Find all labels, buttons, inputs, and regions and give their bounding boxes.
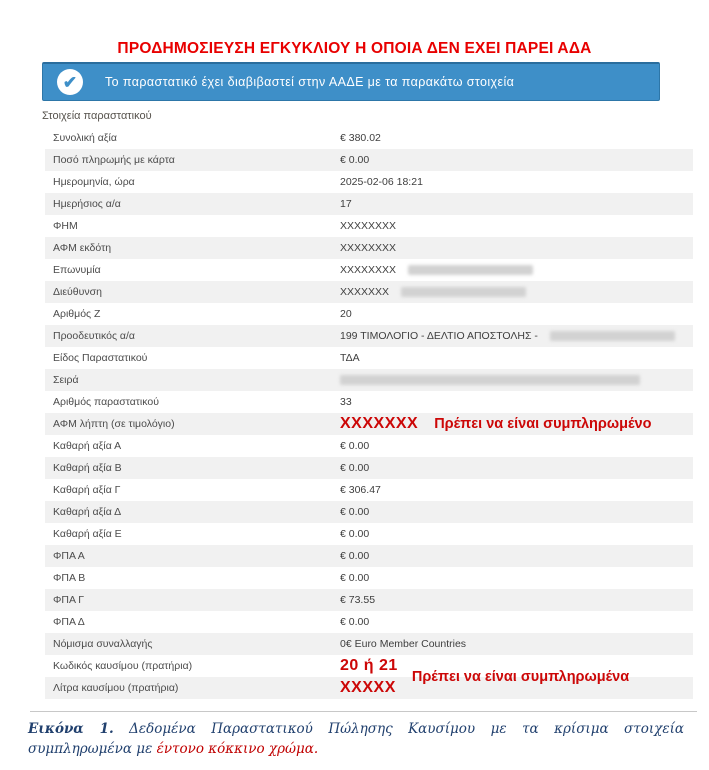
table-row [45,611,693,633]
field-value: € 0.00 [340,154,370,166]
field-label: ΑΦΜ εκδότη [53,242,112,254]
field-value: € 0.00 [340,462,370,474]
redacted-text [401,287,526,297]
redacted-text [340,375,640,385]
table-row [45,149,693,171]
field-value: € 0.00 [340,528,370,540]
table-row [45,171,693,193]
table-row [45,589,693,611]
field-value-cell [340,669,693,697]
field-value-cell [340,352,693,364]
field-value-cell [340,176,693,188]
field-value: € 73.55 [340,594,376,606]
page-title: ΠΡΟΔΗΜΟΣΙΕΥΣΗ ΕΓΚΥΚΛΙΟΥ Η ΟΠΟΙΑ ΔΕΝ ΕΧΕΙ ΠΑΡΕΙ ΑΔΑ [117,40,592,57]
figure-caption [28,719,684,760]
table-row [45,259,693,281]
field-label: Καθαρή αξία Γ [53,484,121,496]
table-row [45,501,693,523]
field-value-cell [340,462,693,474]
table-row [45,633,693,655]
field-label: Διεύθυνση [53,286,102,298]
table-row [45,545,693,567]
field-label: ΑΦΜ λήπτη (σε τιμολόγιο) [53,418,175,430]
field-label: ΦΠΑ Α [53,550,85,562]
table-row [45,567,693,589]
table-row [45,237,693,259]
table-row [45,215,693,237]
table-row [45,369,693,391]
field-label: Κωδικός καυσίμου (πρατήρια) [53,660,193,672]
field-value: € 0.00 [340,506,370,518]
field-label: Λίτρα καυσίμου (πρατήρια) [53,682,179,694]
field-value-cell [340,242,693,254]
table-row [45,127,693,149]
field-label: Νόμισμα συναλλαγής [53,638,153,650]
field-label: Συνολική αξία [53,132,117,144]
field-value: XXXXXXX [340,415,419,432]
field-label: Σειρά [53,374,79,386]
check-circle-icon [57,69,83,95]
field-value: € 0.00 [340,440,370,452]
field-value: XXXXXXXX [340,220,397,232]
field-value: XXXXX [340,679,396,696]
field-label: ΦΗΜ [53,220,78,232]
table-row [45,413,693,435]
field-value-cell [340,286,693,298]
field-label: Ποσό πληρωμής με κάρτα [53,154,175,166]
field-value: € 0.00 [340,572,370,584]
field-value-cell [340,308,693,320]
table-row [45,669,693,699]
table-row [45,391,693,413]
field-annotation: Πρέπει να είναι συμπληρωμένα [411,669,630,685]
field-value: 20 [340,308,352,320]
field-value-cell [340,528,693,540]
field-value-cell [340,616,693,628]
figure-caption-text: Δεδομένα Παραστατικού Πώλησης Καυσίμου με τα κρίσιμα στοιχεία συμπληρωμένα με [28,721,684,758]
field-value: 2025-02-06 18:21 [340,176,423,188]
redacted-text [408,265,533,275]
field-value-cell [340,572,693,584]
check-glyph: ✔ [62,72,78,92]
invoice-details-table [45,127,693,699]
field-value: 17 [340,198,352,210]
field-value: XXXXXXXX [340,242,397,254]
field-label: Είδος Παραστατικού [53,352,148,364]
field-value-cell [340,132,693,144]
banner-message: Το παραστατικό έχει διαβιβαστεί στην ΑΑΔΕ με τα παρακάτω στοιχεία [105,75,515,89]
field-value: ΤΔΑ [340,352,360,364]
field-value-cell [340,375,693,385]
field-label: ΦΠΑ Δ [53,616,85,628]
field-label: Ημερήσιος α/α [53,198,121,210]
success-banner [42,62,660,101]
field-value-cell [340,154,693,166]
field-value-cell [340,330,693,342]
field-value-cell [340,506,693,518]
field-value: XXXXXXX [340,286,390,298]
table-row [45,281,693,303]
field-value: 33 [340,396,352,408]
field-value-cell [340,396,693,408]
table-row [45,303,693,325]
field-value-cell [340,220,693,232]
field-value-cell [340,594,693,606]
table-row [45,325,693,347]
field-label: Αριθμός Ζ [53,308,101,320]
field-value: 0€ Euro Member Countries [340,638,467,650]
field-annotation: Πρέπει να είναι συμπληρωμένο [434,416,652,432]
field-label: ΦΠΑ Β [53,572,86,584]
field-value-cell [340,264,693,276]
table-row [45,479,693,501]
field-value-cell [340,198,693,210]
field-label: Επωνυμία [53,264,101,276]
field-value: XXXXXXXX [340,264,397,276]
field-value-cell [340,440,693,452]
table-row [45,435,693,457]
field-value: € 0.00 [340,616,370,628]
table-row [45,523,693,545]
field-label: Καθαρή αξία Β [53,462,122,474]
figure-caption-highlight: έντονο κόκκινο χρώμα. [156,741,319,758]
field-value-cell [340,484,693,496]
table-row [45,193,693,215]
field-value-cell [340,550,693,562]
field-value: 20 ή 21 [340,657,398,674]
section-title: Στοιχεία παραστατικού [42,110,152,122]
field-value: € 0.00 [340,550,370,562]
field-value: € 306.47 [340,484,381,496]
screenshot-bottom-border [30,711,697,712]
field-label: Καθαρή αξία Ε [53,528,122,540]
field-label: Ημερομηνία, ώρα [53,176,135,188]
field-value: 199 ΤΙΜΟΛΟΓΙΟ - ΔΕΛΤΙΟ ΑΠΟΣΤΟΛΗΣ - [340,330,538,342]
table-row [45,347,693,369]
table-row [45,457,693,479]
redacted-text [550,331,675,341]
field-value: € 380.02 [340,132,381,144]
field-label: Αριθμός παραστατικού [53,396,159,408]
field-label: Καθαρή αξία Α [53,440,122,452]
field-value-cell [340,415,693,433]
field-label: Προοδευτικός α/α [53,330,135,342]
field-label: ΦΠΑ Γ [53,594,85,606]
field-label: Καθαρή αξία Δ [53,506,122,518]
field-value-cell [340,638,693,650]
figure-caption-label: Εικόνα 1. [28,721,114,737]
